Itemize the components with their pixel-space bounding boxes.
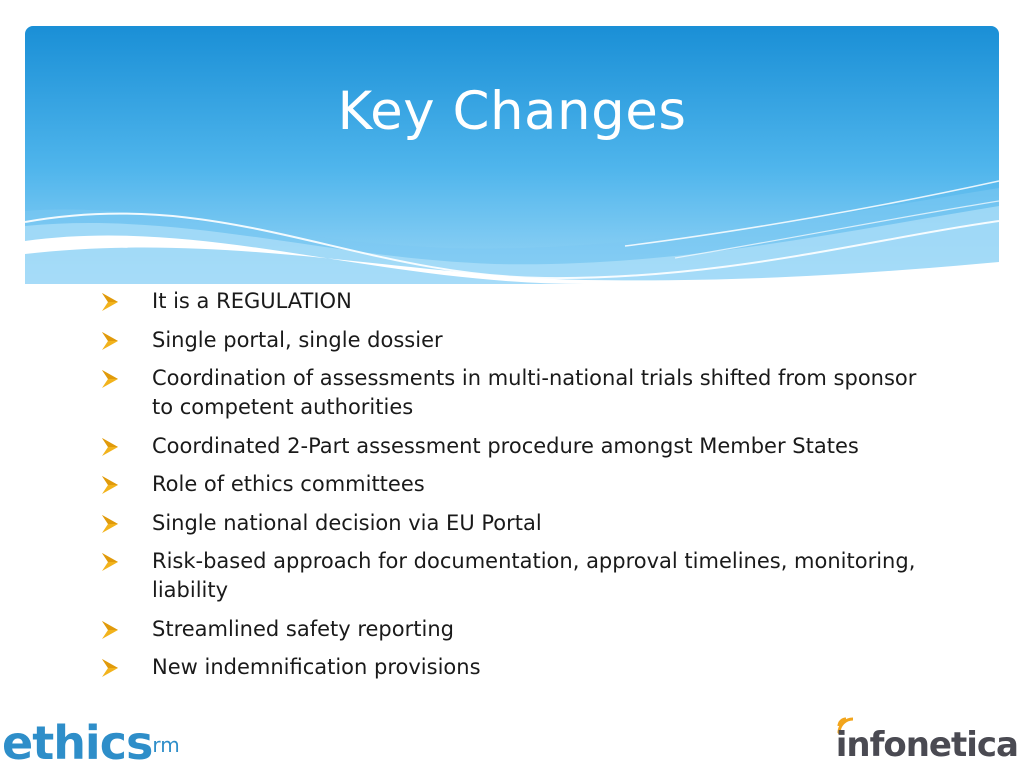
bullet-item xyxy=(102,364,922,422)
arrow-bullet-icon xyxy=(102,621,118,639)
bullet-text: Single national decision via EU Portal xyxy=(152,510,542,535)
arrow-bullet-icon xyxy=(102,659,118,677)
ethics-logo-text: ethics xyxy=(2,716,153,770)
arrow-bullet-icon xyxy=(102,476,118,494)
ethics-rm-logo xyxy=(2,718,180,768)
arrow-bullet-icon xyxy=(102,293,118,311)
bullet-text: Role of ethics committees xyxy=(152,472,425,496)
arrow-bullet-icon xyxy=(102,370,118,388)
bullet-text: Coordination of assessments in multi-national trials shifted from sponsor to competent authorities xyxy=(152,366,917,419)
header-wave-background xyxy=(25,26,999,284)
arrow-bullet-icon xyxy=(102,553,118,571)
bullet-item xyxy=(102,509,922,538)
infonetica-logo-text: infonetica xyxy=(835,725,1018,765)
bullet-text: New indemnification provisions xyxy=(152,655,481,679)
bullet-item xyxy=(102,653,922,682)
arrow-bullet-icon xyxy=(102,332,118,350)
bullet-item xyxy=(102,547,922,605)
bullet-list xyxy=(102,287,922,692)
infonetica-logo xyxy=(836,725,1018,765)
slide-title: Key Changes xyxy=(337,81,687,142)
bullet-text: Coordinated 2-Part assessment procedure amongst Member States xyxy=(152,433,859,458)
bullet-text: It is a REGULATION xyxy=(152,289,352,313)
arrow-bullet-icon xyxy=(102,515,118,533)
bullet-item xyxy=(102,615,922,644)
bullet-text: Single portal, single dossier xyxy=(152,327,443,352)
arrow-bullet-icon xyxy=(102,438,118,456)
ethics-logo-superscript: rm xyxy=(152,733,180,757)
bullet-text: Risk-based approach for documentation, approval timelines, monitoring, liability xyxy=(152,549,916,602)
bullet-item xyxy=(102,326,922,355)
bullet-text: Streamlined safety reporting xyxy=(152,616,454,641)
bullet-item xyxy=(102,287,922,316)
bullet-item xyxy=(102,432,922,461)
slide-header xyxy=(25,26,999,284)
bullet-item xyxy=(102,470,922,499)
